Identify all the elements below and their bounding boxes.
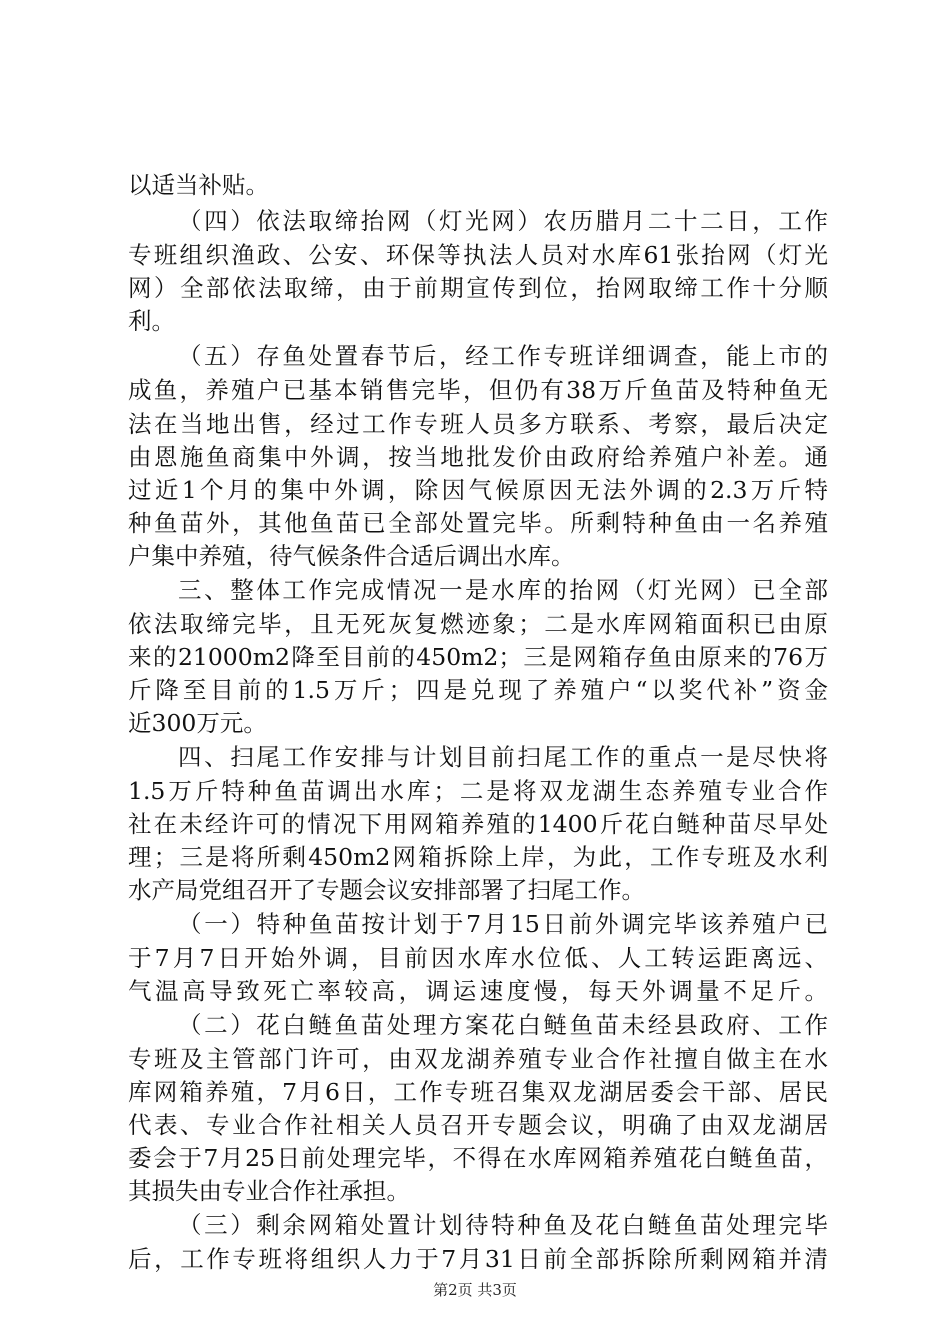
paragraph-line: 专班组织渔政、公安、环保等执法人员对水库61张抬网（灯光 (128, 241, 828, 269)
paragraph-line: 四、扫尾工作安排与计划目前扫尾工作的重点一是尽快将 (178, 743, 828, 771)
paragraph-line: 三、整体工作完成情况一是水库的抬网（灯光网）已全部 (178, 576, 828, 604)
paragraph-line: 过近1个月的集中外调，除因气候原因无法外调的2.3万斤特 (128, 476, 828, 504)
paragraph-line: 近300万元。 (128, 709, 267, 737)
paragraph-line: 来的21000m2降至目前的450m2；三是网箱存鱼由原来的76万 (128, 643, 828, 671)
paragraph-line: 斤降至目前的1.5万斤；四是兑现了养殖户“以奖代补”资金 (128, 676, 828, 704)
page-footer: 第2页 共3页 (433, 1281, 517, 1299)
paragraph-line: （四）依法取缔抬网（灯光网）农历腊月二十二日，工作 (178, 207, 828, 235)
paragraph-line: 网）全部依法取缔，由于前期宣传到位，抬网取缔工作十分顺 (128, 274, 828, 302)
paragraph-line: 气温高导致死亡率较高，调运速度慢，每天外调量不足斤。 (128, 977, 828, 1005)
paragraph-line: 其损失由专业合作社承担。 (128, 1177, 410, 1205)
paragraph-line: 后，工作专班将组织人力于7月31日前全部拆除所剩网箱并清 (128, 1245, 828, 1273)
paragraph-line: 由恩施鱼商集中外调，按当地批发价由政府给养殖户补差。通 (128, 443, 828, 471)
paragraph-line: 利。 (128, 307, 175, 335)
paragraph-line: 水产局党组召开了专题会议安排部署了扫尾工作。 (128, 876, 645, 904)
paragraph-line: 依法取缔完毕，且无死灰复燃迹象；二是水库网箱面积已由原 (128, 610, 828, 638)
paragraph-line: 专班及主管部门许可，由双龙湖养殖专业合作社擅自做主在水 (128, 1045, 828, 1073)
paragraph-line: 社在未经许可的情况下用网箱养殖的1400斤花白鲢种苗尽早处 (128, 810, 828, 838)
paragraph-line: 委会于7月25日前处理完毕，不得在水库网箱养殖花白鲢鱼苗， (128, 1144, 828, 1172)
paragraph-line: 库网箱养殖，7月6日，工作专班召集双龙湖居委会干部、居民 (128, 1078, 828, 1106)
paragraph-line: 1.5万斤特种鱼苗调出水库；二是将双龙湖生态养殖专业合作 (128, 777, 828, 805)
paragraph-line: （二）花白鲢鱼苗处理方案花白鲢鱼苗未经县政府、工作 (178, 1011, 828, 1039)
paragraph-line: 法在当地出售，经过工作专班人员多方联系、考察，最后决定 (128, 410, 828, 438)
paragraph-line: 户集中养殖，待气候条件合适后调出水库。 (128, 542, 575, 570)
paragraph-line: 成鱼，养殖户已基本销售完毕，但仍有38万斤鱼苗及特种鱼无 (128, 376, 828, 404)
paragraph-line: 种鱼苗外，其他鱼苗已全部处置完毕。所剩特种鱼由一名养殖 (128, 509, 828, 537)
paragraph-line: 以适当补贴。 (128, 171, 269, 199)
paragraph-line: 理；三是将所剩450m2网箱拆除上岸，为此，工作专班及水利 (128, 843, 828, 871)
paragraph-line: 代表、专业合作社相关人员召开专题会议，明确了由双龙湖居 (128, 1111, 828, 1139)
paragraph-line: 于7月7日开始外调，目前因水库水位低、人工转运距离远、 (128, 944, 828, 972)
paragraph-line: （五）存鱼处置春节后，经工作专班详细调查，能上市的 (178, 342, 828, 370)
paragraph-line: （三）剩余网箱处置计划待特种鱼及花白鲢鱼苗处理完毕 (178, 1211, 828, 1239)
paragraph-line: （一）特种鱼苗按计划于7月15日前外调完毕该养殖户已 (178, 910, 828, 938)
